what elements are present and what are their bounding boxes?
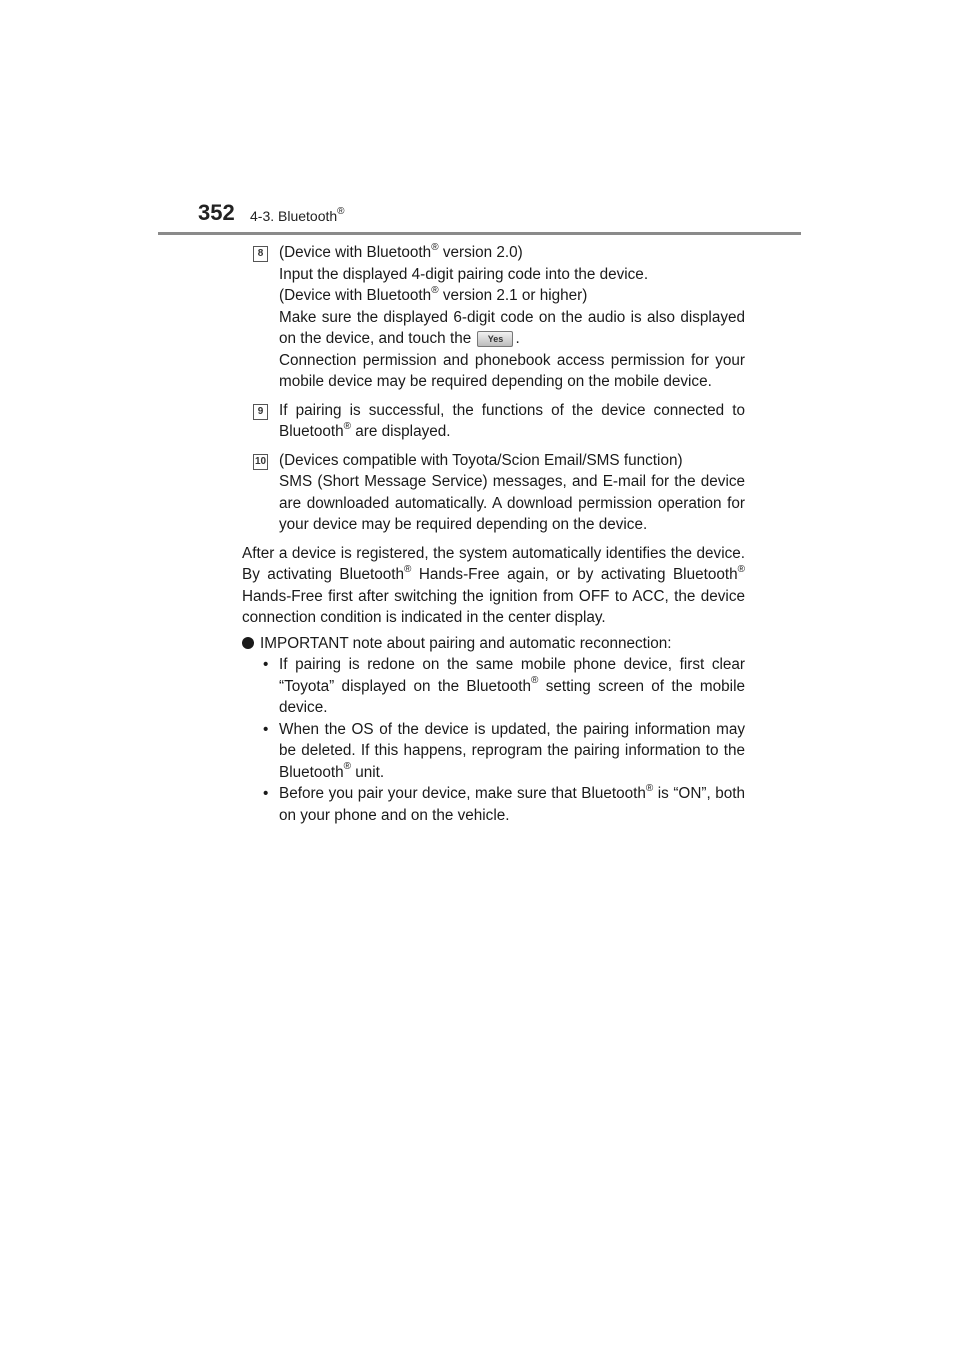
text: (Device with Bluetooth — [279, 287, 432, 304]
text: . — [515, 330, 520, 347]
step-8-line-4 — [279, 307, 745, 350]
text: Hands-Free again, or by activating Bluetooth — [411, 566, 738, 583]
step-10-line-2: SMS (Short Message Service) messages, and E-mail for the device are downloaded automatically. A download permission operation for your device may be required depending on the device. — [279, 473, 745, 533]
text: setting screen of the mobile device. — [279, 677, 745, 716]
registered-mark: ® — [404, 563, 412, 575]
registered-mark: ® — [431, 284, 439, 296]
bullet-dot-icon — [242, 637, 254, 649]
registered-mark: ® — [737, 563, 745, 575]
text: is “ON”, both on your phone and on the vehicle. — [279, 785, 746, 824]
text: are displayed. — [351, 423, 451, 440]
registered-mark: ® — [431, 241, 439, 253]
text: If pairing is successful, the functions of the device connected to Bluetooth — [279, 401, 745, 440]
text: Before you pair your device, make sure that Bluetooth — [279, 785, 646, 802]
registered-mark: ® — [337, 206, 345, 218]
section-title-text: 4-3. Bluetooth — [250, 208, 338, 224]
registered-mark: ® — [343, 761, 352, 773]
yes-button-icon: Yes — [477, 331, 513, 347]
note-heading: IMPORTANT note about pairing and automatic reconnection: — [260, 634, 672, 652]
step-8-line-5: Connection permission and phonebook access permission for your mobile device may be required depending on the mobile device. — [279, 351, 745, 390]
bullet-icon: • — [263, 785, 269, 802]
text: After a device is registered, the system automatically identifies the device. By activating Bluetooth — [242, 544, 745, 583]
text: (Device with Bluetooth — [279, 244, 432, 261]
step-number-badge: 8 — [253, 246, 268, 262]
text: When the OS of the device is updated, the pairing information may be deleted. If this happens, reprogram the pairing information to the Bluetooth — [279, 720, 745, 781]
text: unit. — [351, 763, 385, 781]
section-title — [250, 208, 345, 224]
step-8-line-3 — [279, 285, 745, 307]
note-list — [261, 654, 745, 826]
list-item — [261, 783, 745, 826]
list-item — [261, 654, 745, 719]
step-8-line-1 — [279, 242, 745, 264]
page-header — [0, 0, 960, 240]
step-9 — [242, 400, 745, 443]
registration-paragraph — [242, 543, 745, 629]
step-10-line-1: (Devices compatible with Toyota/Scion Email/SMS function) — [279, 451, 683, 469]
header-divider — [158, 232, 801, 235]
list-item — [261, 719, 745, 784]
text: version 2.1 or higher) — [438, 287, 588, 304]
text: Hands-Free first after switching the ignition from OFF to ACC, the device connection condition is indicated in the center display. — [242, 587, 745, 626]
step-10 — [242, 450, 745, 536]
registered-mark: ® — [531, 675, 539, 687]
text: version 2.0) — [438, 244, 523, 261]
step-9-text — [279, 400, 745, 443]
page-content — [242, 242, 745, 826]
text: Make sure the displayed 6-digit code on the audio is also displayed on the device, and touch the — [279, 308, 745, 347]
bullet-icon: • — [263, 720, 269, 738]
registered-mark: ® — [343, 420, 352, 432]
page-number: 352 — [198, 200, 235, 225]
step-number-badge: 10 — [253, 454, 268, 470]
text: If pairing is redone on the same mobile phone device, first clear “Toyota” displayed on the Bluetooth — [279, 656, 745, 695]
registered-mark: ® — [645, 782, 654, 794]
important-note — [242, 633, 745, 655]
bullet-icon: • — [263, 656, 269, 673]
step-8 — [242, 242, 745, 393]
step-number-badge: 9 — [253, 404, 268, 420]
step-8-line-2: Input the displayed 4-digit pairing code into the device. — [279, 265, 649, 283]
